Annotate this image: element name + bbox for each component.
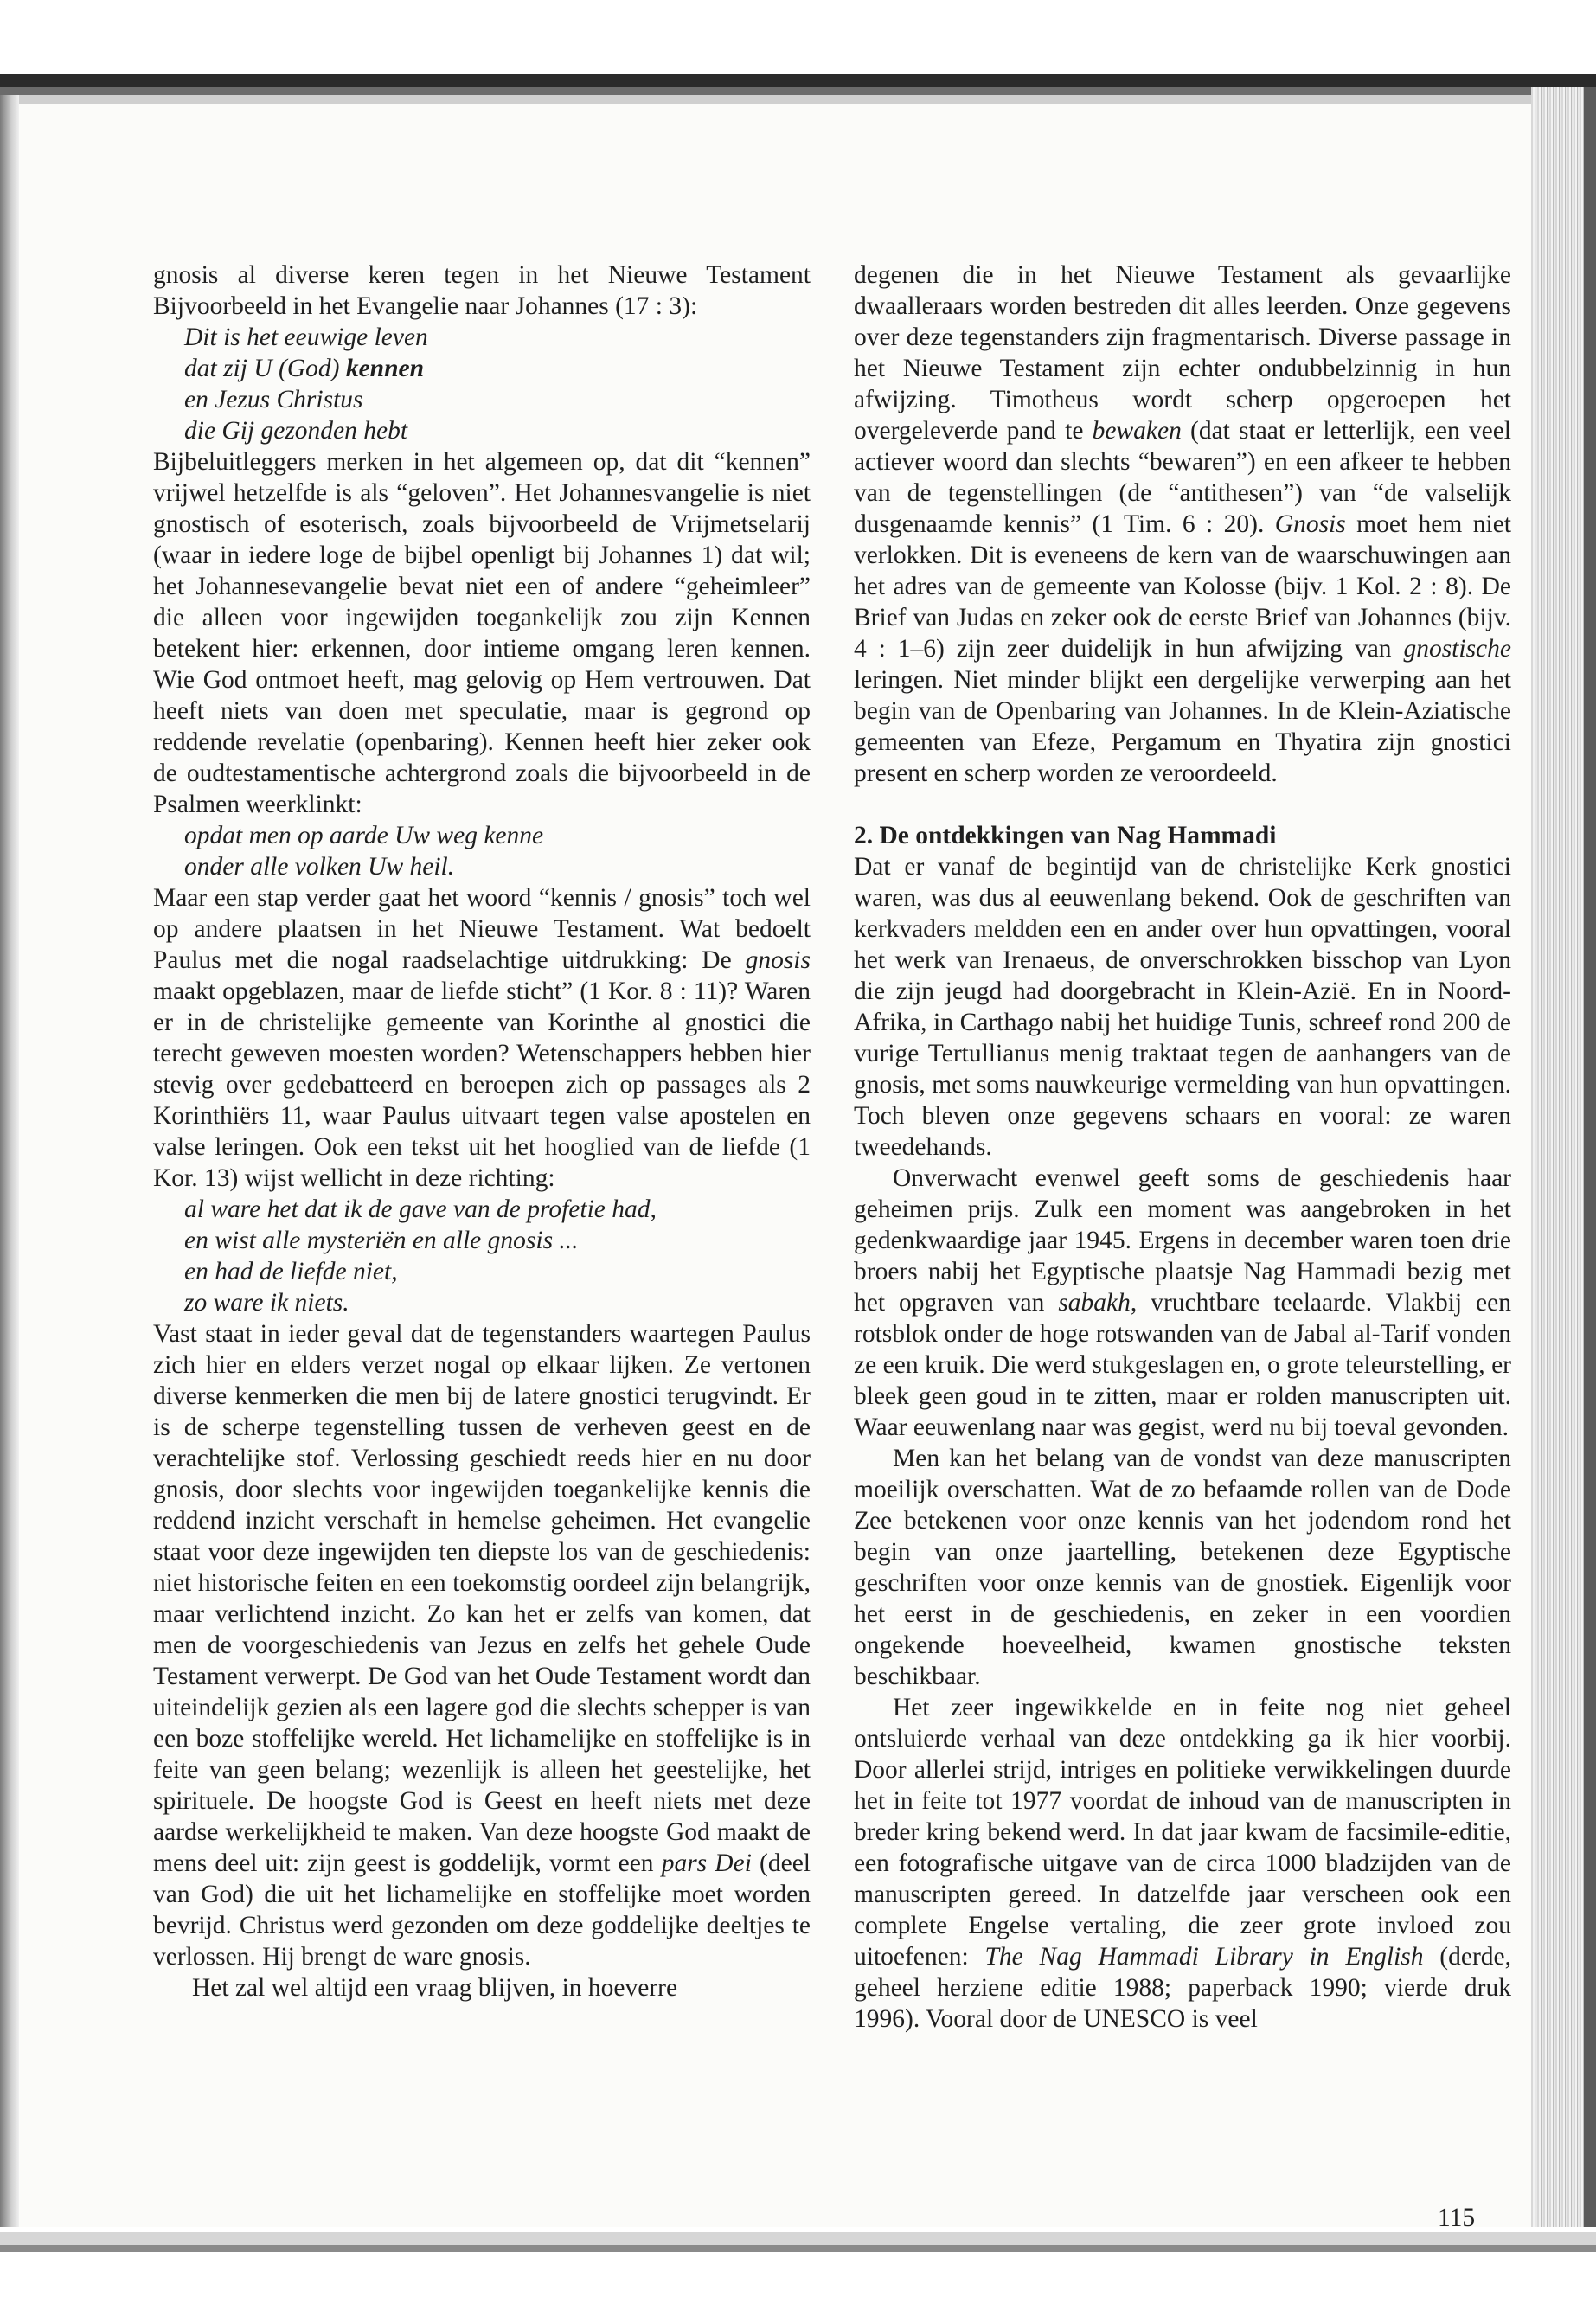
book-page xyxy=(19,104,1531,2232)
scan-left-edge xyxy=(0,95,19,2275)
emphasis: bewaken xyxy=(1092,417,1182,445)
text-run: leringen. Niet minder blijkt een dergelijke verwerping aan het begin van de Openbaring van Johannes. In de Klein-Aziatische gemeenten van Efeze, Pergamum en Thyatira zijn gnostici present en scherp worden ze veroordeeld. xyxy=(854,666,1511,787)
quote-line: onder alle volken Uw heil. xyxy=(184,853,455,881)
paragraph xyxy=(854,260,1511,789)
paragraph xyxy=(153,882,811,1194)
scripture-quote xyxy=(153,322,811,446)
paragraph: Dat er vanaf de begintijd van de christelijke Kerk gnostici waren, was dus al eeuwenlang bekend. Ook de geschriften van kerkvaders meldden een en ander over hun opvattingen, vooral het werk van Irenaeus, de onverschrokken bisschop van Lyon die zijn jeugd had doorgebracht in Klein-Azië. En in Noord-Afrika, in Carthago nabij het huidige Tunis, schreef rond 200 de vurige Tertullianus menig traktaat tegen de aanhangers van de gnosis, met soms nauwkeurige vermelding van hun opvattingen. Toch bleven onze gegevens schaars en vooral: ze waren tweedehands. xyxy=(854,853,1511,1161)
quote-line: en had de liefde niet, xyxy=(184,1258,398,1285)
text-run: (derde, geheel herziene editie 1988; paperback 1990; vierde druk 1996). Vooral door de UNESCO is veel xyxy=(854,1943,1512,2033)
emphasis: Gnosis xyxy=(1274,510,1346,538)
quote-line: dat zij U (God) kennen xyxy=(184,355,424,382)
text-run: Maar een stap verder gaat het woord “kennis / gnosis” toch wel op andere plaatsen in het Nieuwe Testament. Wat bedoelt Paulus met die nogal raadselachtige uitdrukking: De xyxy=(153,884,811,974)
paragraph xyxy=(153,1318,811,1972)
paragraph xyxy=(854,1163,1511,1443)
text-run: , vruchtbare teelaarde. Vlakbij een rotsblok onder de hoge rotswanden van de Jabal al-Tarif vonden ze een kruik. Die werd stukgeslagen en, o grote teleurstelling, er bleek geen goud in te zitten, maar er rolden manuscripten uit. Waar eeuwenlang naar was gegist, werd nu bij toeval gevonden. xyxy=(854,1289,1511,1441)
right-column xyxy=(854,260,1511,2035)
text-run: Vast staat in ieder geval dat de tegenstanders waartegen Paulus zich hier en elders verzet nogal op elkaar lijken. Ze vertonen diverse kenmerken die men bij de latere gnostici terugvindt. Er is de scherpe tegenstelling tussen de verheven geest en de verachtelijke stof. Verlossing geschiedt reeds hier en nu door gnosis, door slechts voor ingewijden toegankelijke kennis die reddend inzicht verschaft in hemelse geheimen. Het evangelie staat voor deze ingewijden ten diepste los van de geschiedenis: niet historische feiten en een toekomstig oordeel zijn belangrijk, maar verlichtend inzicht. Zo kan het er zelfs van komen, dat men de voorgeschiedenis van Jezus en zelfs het gehele Oude Testament verwerpt. De God van het Oude Testament wordt dan uiteindelijk gezien als een lagere god die slechts schepper is van een boze stoffelijke wereld. Het lichamelijke en stoffelijke is in feite van geen belang; wezenlijk is alleen het geestelijke, het spirituele. De hoogste God is Geest en heeft niets met deze aardse werkelijkheid te maken. Van deze hoogste God maakt de mens deel uit: zijn geest is goddelijk, vormt een xyxy=(153,1320,811,1877)
paragraph: Het zal wel altijd een vraag blijven, in hoeverre xyxy=(192,1974,678,2002)
quote-line: en Jezus Christus xyxy=(184,386,363,413)
page-number: 115 xyxy=(1438,2204,1476,2232)
text-run: (deel van God) die uit het lichamelijke en stoffelijke moet worden bevrijd. Christus werd gezonden om deze goddelijke deeltjes te verlossen. Hij brengt de ware gnosis. xyxy=(153,1849,811,1971)
corinthians-quote xyxy=(153,1194,811,1318)
paragraph xyxy=(854,1692,1511,2035)
emphasis: gnostische xyxy=(1403,635,1511,663)
quote-line: Dit is het eeuwige leven xyxy=(184,324,428,351)
psalm-quote xyxy=(153,820,811,882)
book-page-edges xyxy=(1531,87,1596,2275)
text-run: moet hem niet verlokken. Dit is eveneens de kern van de waarschuwingen aan het adres van de gemeente van Kolosse (bijv. 1 Kol. 2 : 8). De Brief van Judas en zeker ook de eerste Brief van Johannes (bijv. 4 : 1–6) zijn zeer duidelijk in hun afwijzing van xyxy=(854,510,1511,663)
text-run: Onverwacht evenwel geeft soms de geschiedenis haar geheimen prijs. Zulk een moment was aangebroken in het gedenkwaardige jaar 1945. Ergens in december waren toen drie broers nabij het Egyptische plaatsje Nag Hammadi bezig met het opgraven van xyxy=(854,1164,1511,1317)
emphasis: sabakh xyxy=(1058,1289,1131,1317)
text-run: maakt opgeblazen, maar de liefde sticht” (1 Kor. 8 : 11)? Waren er in de christelijke gemeente van Korinthe al gnostici die terecht geweven moesten worden? Wetenschappers hebben hier stevig over gedebatteerd en beroepen zich op passages als 2 Korinthiërs 11, waar Paulus uitvaart tegen valse apostelen en valse leringen. Ook een tekst uit het hooglied van de liefde (1 Kor. 13) wijst wellicht in deze richting: xyxy=(153,977,811,1192)
scan-bottom-edge xyxy=(0,2227,1596,2301)
quote-line: al ware het dat ik de gave van de profetie had, xyxy=(184,1195,657,1223)
quote-line: opdat men op aarde Uw weg kenne xyxy=(184,822,544,849)
scan-top-edge xyxy=(0,0,1596,104)
paragraph: Bijbeluitleggers merken in het algemeen op, dat dit “kennen” vrijwel hetzelfde is als “geloven”. Het Johannesvangelie is niet gnostisch of esoterisch, zoals bijvoorbeeld de Vrijmetselarij (waar in iedere loge de bijbel openligt bij Johannes 1) dat wil; het Johannesevangelie bevat niet een of andere “geheimleer” die alleen voor ingewijden toegankelijk zou zijn Kennen betekent hier: erkennen, door intieme omgang leren kennen. Wie God ontmoet heeft, mag gelovig op Hem vertrouwen. Dat heeft niets van doen met speculatie, maar is gegrond op reddende revelatie (openbaring). Kennen heeft hier zeker ook de oudtestamentische achtergrond zoals die bijvoorbeeld in de Psalmen weerklinkt: xyxy=(153,448,811,818)
emphasis: pars Dei xyxy=(661,1849,752,1877)
quote-line: zo ware ik niets. xyxy=(184,1289,349,1317)
emphasis: The Nag Hammadi Library in English xyxy=(984,1943,1424,1971)
quote-emphasis: kennen xyxy=(345,355,424,382)
text-run: degenen die in het Nieuwe Testament als gevaarlijke dwaalleraars worden bestreden dit alles leerden. Onze gegevens over deze tegenstanders zijn fragmentarisch. Diverse passage in het Nieuwe Testament zijn echter ondubbelzinnig in hun afwijzing. Timotheus wordt scherp opgeroepen het overgeleverde pand te xyxy=(854,261,1511,445)
quote-line: en wist alle mysteriën en alle gnosis ... xyxy=(184,1227,579,1254)
section-heading: 2. De ontdekkingen van Nag Hammadi xyxy=(854,822,1277,849)
quote-line: die Gij gezonden hebt xyxy=(184,417,408,445)
emphasis: gnosis xyxy=(745,946,811,974)
left-column xyxy=(153,260,811,2003)
paragraph: Men kan het belang van de vondst van deze manuscripten moeilijk overschatten. Wat de zo befaamde rollen van de Dode Zee betekenen voor onze kennis van het jodendom rond het begin van onze jaartelling, betekenen deze Egyptische geschriften voor onze kennis van de gnostiek. Eigenlijk voor het eerst in de geschiedenis, en zeker in een voordien ongekende hoeveelheid, kwamen gnostische teksten beschikbaar. xyxy=(854,1445,1511,1690)
text-run: (dat staat er letterlijk, een veel actiever woord dan slechts “bewaren”) en een afkeer te hebben van de tegenstellingen (de “antithesen”) van “de valselijk dusgenaamde kennis” (1 Tim. 6 : 20). xyxy=(854,417,1511,538)
text-run: Het zeer ingewikkelde en in feite nog niet geheel ontsluierde verhaal van deze ontdekking ga ik hier voorbij. Door allerlei strijd, intriges en politieke verwikkelingen duurde het in feite tot 1977 voordat de inhoud van de manuscripten in breder kring bekend werd. In dat jaar kwam de facsimile-editie, een fotografische uitgave van de circa 1000 bladzijden van de manuscripten gereed. In datzelfde jaar verscheen ook een complete Engelse vertaling, die zeer grote invloed zou uitoefenen: xyxy=(854,1694,1511,1971)
paragraph: gnosis al diverse keren tegen in het Nieuwe Testament Bijvoorbeeld in het Evangelie naar Johannes (17 : 3): xyxy=(153,261,811,320)
